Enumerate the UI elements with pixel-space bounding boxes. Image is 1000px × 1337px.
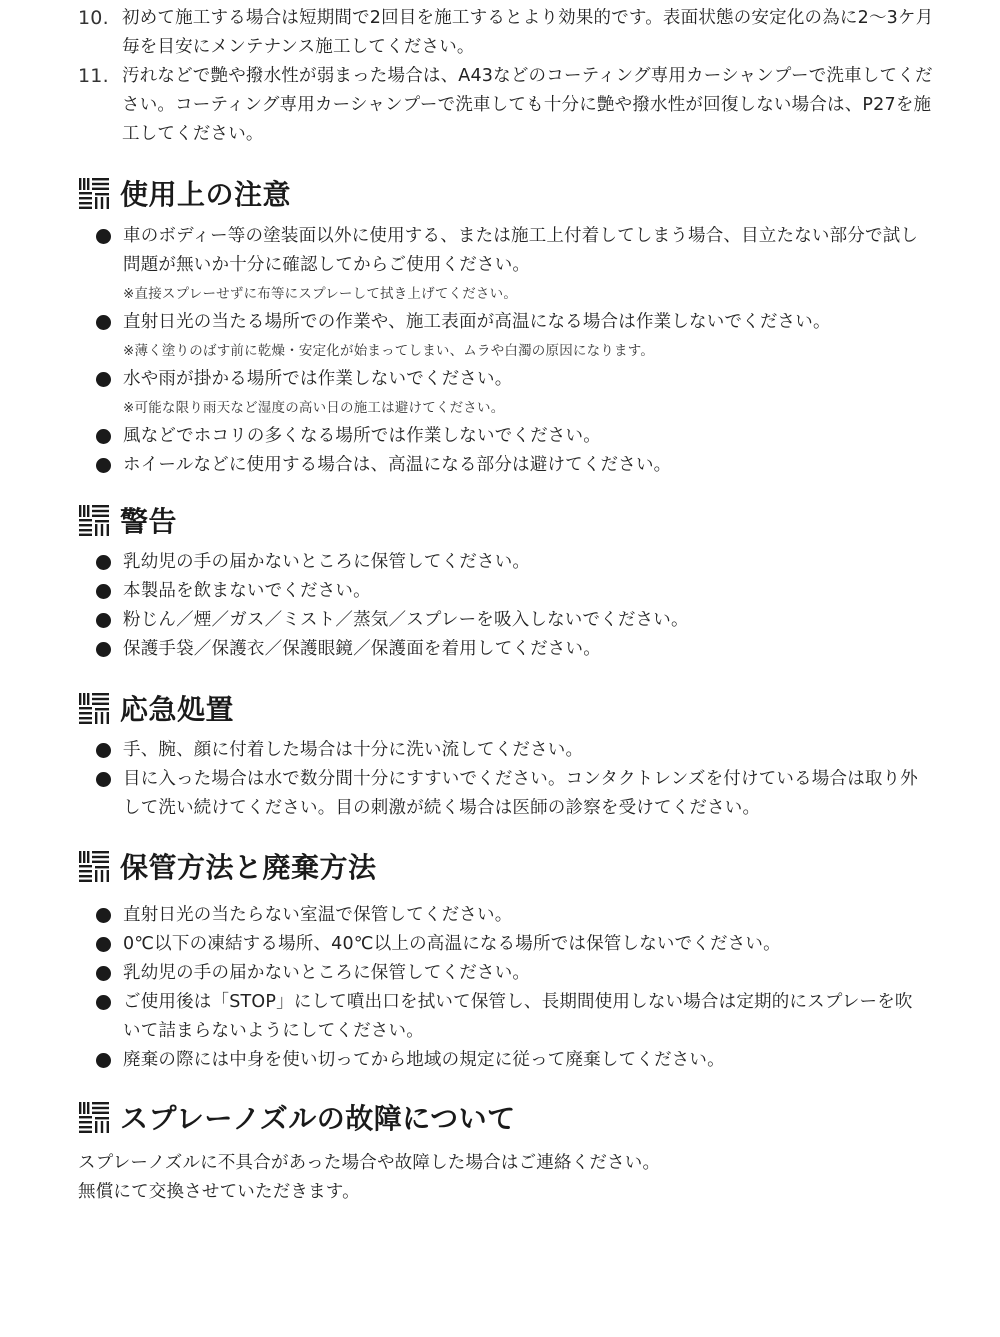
item-text: 車のボディー等の塗装面以外に使用する、または施工上付着してしまう場合、目立たない部分で試し問題が無いか十分に確認してからご使用ください。	[123, 226, 919, 275]
bullet-icon	[96, 229, 111, 244]
list-item	[96, 577, 926, 606]
item-number: 11.	[78, 65, 109, 87]
warning-list	[96, 548, 926, 664]
list-item	[96, 451, 926, 480]
section-marker-icon	[78, 850, 110, 882]
section-marker-icon	[78, 1101, 110, 1133]
bullet-icon	[96, 458, 111, 473]
item-text: 廃棄の際には中身を使い切ってから地域の規定に従って廃棄してください。	[123, 1050, 725, 1070]
list-item	[96, 548, 926, 577]
item-text: 粉じん／煙／ガス／ミスト／蒸気／スプレーを吸入しないでください。	[123, 610, 689, 630]
first-aid-list	[96, 736, 926, 823]
item-text: ホイールなどに使用する場合は、高温になる部分は避けてください。	[123, 455, 672, 475]
section-title: 使用上の注意	[120, 178, 292, 211]
section-heading-nozzle	[78, 1097, 516, 1137]
nozzle-line: スプレーノズルに不具合があった場合や故障した場合はご連絡ください。	[78, 1153, 661, 1173]
section-title: 応急処置	[120, 693, 235, 726]
list-item	[96, 765, 926, 823]
bullet-icon	[96, 642, 111, 657]
bullet-icon	[96, 429, 111, 444]
bullet-icon	[96, 908, 111, 923]
list-item	[96, 635, 926, 664]
list-item	[96, 988, 926, 1046]
instruction-item-10	[78, 4, 938, 62]
bullet-icon	[96, 584, 111, 599]
list-item	[96, 222, 926, 308]
nozzle-info	[78, 1149, 938, 1207]
list-item	[96, 606, 926, 635]
item-text: 汚れなどで艶や撥水性が弱まった場合は、A43などのコーティング専用カーシャンプーで洗車してください。コーティング専用カーシャンプーで洗車しても十分に艶や撥水性が回復しない場合は、P27を施工してください。	[122, 66, 933, 144]
list-item	[96, 365, 926, 422]
section-marker-icon	[78, 504, 110, 536]
item-text: 直射日光の当たらない室温で保管してください。	[123, 905, 513, 925]
item-text: 乳幼児の手の届かないところに保管してください。	[123, 963, 531, 983]
bullet-icon	[96, 743, 111, 758]
item-text: 乳幼児の手の届かないところに保管してください。	[123, 552, 531, 572]
usage-list	[96, 222, 926, 480]
section-heading-first-aid	[78, 688, 234, 728]
bullet-icon	[96, 613, 111, 628]
numbered-instructions	[78, 4, 938, 149]
section-heading-storage	[78, 846, 377, 886]
item-note: ※薄く塗りのばす前に乾燥・安定化が始まってしまい、ムラや白濁の原因になります。	[123, 343, 655, 359]
item-text: 水や雨が掛かる場所では作業しないでください。	[123, 369, 513, 389]
bullet-icon	[96, 372, 111, 387]
nozzle-line: 無償にて交換させていただきます。	[78, 1182, 360, 1202]
section-marker-icon	[78, 177, 110, 209]
item-text: 保護手袋／保護衣／保護眼鏡／保護面を着用してください。	[123, 639, 601, 659]
item-note: ※可能な限り雨天など湿度の高い日の施工は避けてください。	[123, 400, 505, 416]
section-heading-usage	[78, 173, 291, 213]
storage-list	[96, 901, 926, 1075]
list-item	[96, 959, 926, 988]
bullet-icon	[96, 937, 111, 952]
section-marker-icon	[78, 692, 110, 724]
bullet-icon	[96, 1053, 111, 1068]
bullet-icon	[96, 315, 111, 330]
instruction-item-11	[78, 62, 938, 149]
section-heading-warning	[78, 500, 177, 540]
bullet-icon	[96, 995, 111, 1010]
list-item	[96, 308, 926, 365]
item-text: 風などでホコリの多くなる場所では作業しないでください。	[123, 426, 601, 446]
item-number: 10.	[78, 7, 109, 29]
list-item	[96, 736, 926, 765]
section-title: 保管方法と廃棄方法	[120, 851, 377, 884]
list-item	[96, 422, 926, 451]
item-note: ※直接スプレーせずに布等にスプレーして拭き上げてください。	[123, 286, 518, 302]
item-text: 0℃以下の凍結する場所、40℃以上の高温になる場所では保管しないでください。	[123, 934, 781, 954]
item-text: 初めて施工する場合は短期間で2回目を施工するとより効果的です。表面状態の安定化の為に2〜3ケ月毎を目安にメンテナンス施工してください。	[122, 8, 934, 57]
bullet-icon	[96, 555, 111, 570]
item-text: ご使用後は「STOP」にして噴出口を拭いて保管し、長期間使用しない場合は定期的にスプレーを吹いて詰まらないようにしてください。	[123, 992, 913, 1041]
bullet-icon	[96, 772, 111, 787]
item-text: 手、腕、顔に付着した場合は十分に洗い流してください。	[123, 740, 584, 760]
item-text: 本製品を飲まないでください。	[123, 581, 371, 601]
item-text: 目に入った場合は水で数分間十分にすすいでください。コンタクトレンズを付けている場合は取り外して洗い続けてください。目の刺激が続く場合は医師の診察を受けてください。	[123, 769, 919, 818]
section-title: 警告	[120, 505, 178, 538]
list-item	[96, 930, 926, 959]
bullet-icon	[96, 966, 111, 981]
item-text: 直射日光の当たる場所での作業や、施工表面が高温になる場合は作業しないでください。	[123, 312, 831, 332]
list-item	[96, 901, 926, 930]
section-title: スプレーノズルの故障について	[120, 1102, 516, 1135]
list-item	[96, 1046, 926, 1075]
